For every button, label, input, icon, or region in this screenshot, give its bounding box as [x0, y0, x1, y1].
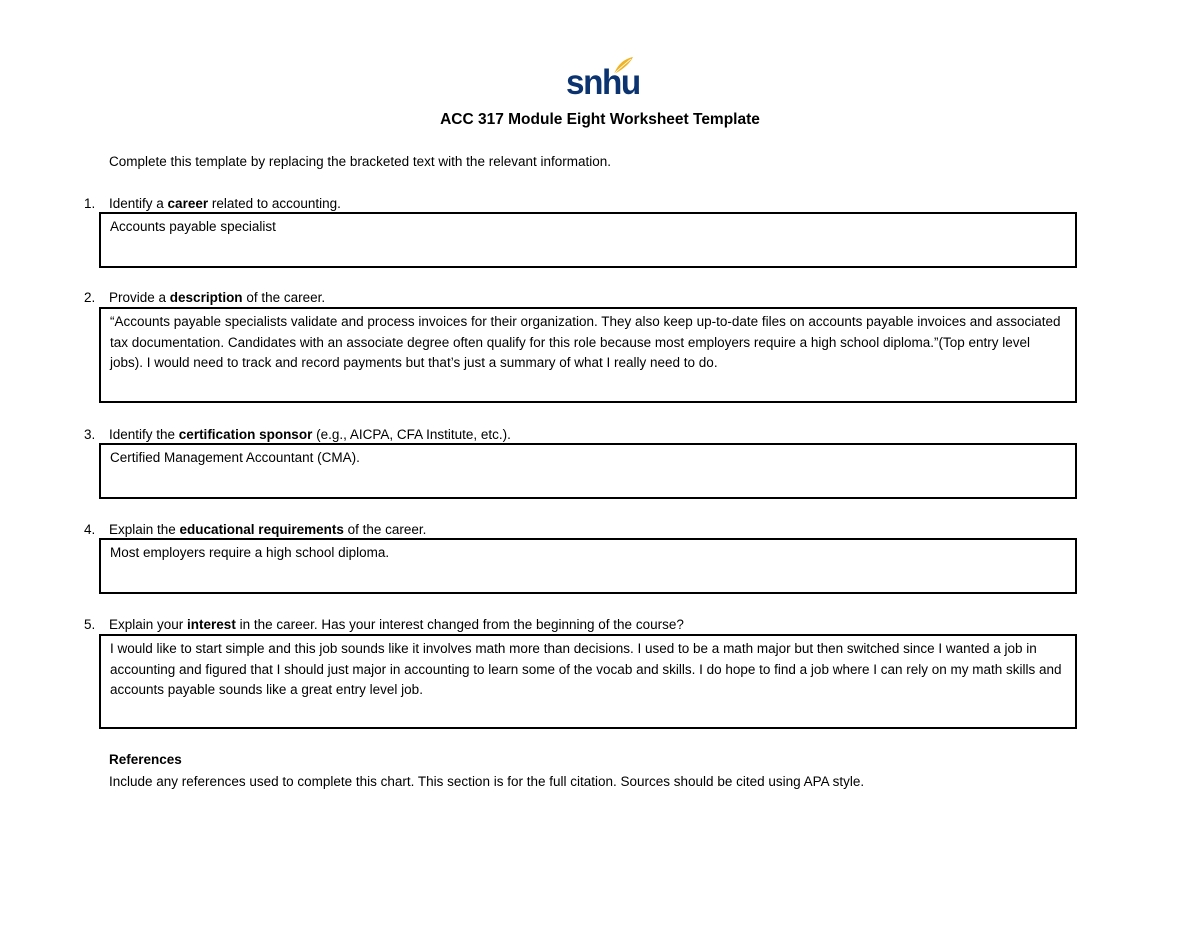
answer-box-certification[interactable]: Certified Management Accountant (CMA). [99, 443, 1077, 499]
question-number: 2. [84, 290, 96, 305]
answer-box-description[interactable]: “Accounts payable specialists validate and process invoices for their organization. They also keep up-to-date files on accounts payable invoices and associated tax documentation. Candidates with an associate degree often qualify for this role because most employers require a high school diploma.”(Top entry level jobs). I would need to track and record payments but that’s just a summary of what I really need to do. [99, 307, 1077, 403]
question-number: 5. [84, 617, 96, 632]
answer-box-career[interactable]: Accounts payable specialist [99, 212, 1077, 268]
page-title: ACC 317 Module Eight Worksheet Template [440, 111, 760, 128]
answer-box-interest[interactable]: I would like to start simple and this job sounds like it involves math more than decisions. I used to be a math major but then switched since I wanted a job in accounting and figured that I should just major in accounting to learn some of the vocab and skills. I do hope to find a job where I can rely on my math skills and accounts payable sounds like a great entry level job. [99, 634, 1077, 729]
question-number: 3. [84, 427, 96, 442]
question-prompt: Explain your interest in the career. Has your interest changed from the beginning of the course? [109, 617, 684, 632]
references-heading: References [109, 752, 182, 767]
answer-box-education[interactable]: Most employers require a high school diploma. [99, 538, 1077, 594]
references-instructions: Include any references used to complete this chart. This section is for the full citation. Sources should be cited using APA style. [109, 774, 865, 789]
question-prompt: Provide a description of the career. [109, 290, 326, 305]
logo-wordmark: snhu [566, 63, 640, 102]
instructions: Complete this template by replacing the bracketed text with the relevant information. [109, 154, 612, 169]
question-prompt: Identify a career related to accounting. [109, 196, 341, 211]
question-number: 4. [84, 522, 96, 537]
question-prompt: Explain the educational requirements of the career. [109, 522, 427, 537]
snhu-logo [566, 56, 640, 102]
question-prompt: Identify the certification sponsor (e.g., AICPA, CFA Institute, etc.). [109, 427, 511, 442]
question-number: 1. [84, 196, 96, 211]
